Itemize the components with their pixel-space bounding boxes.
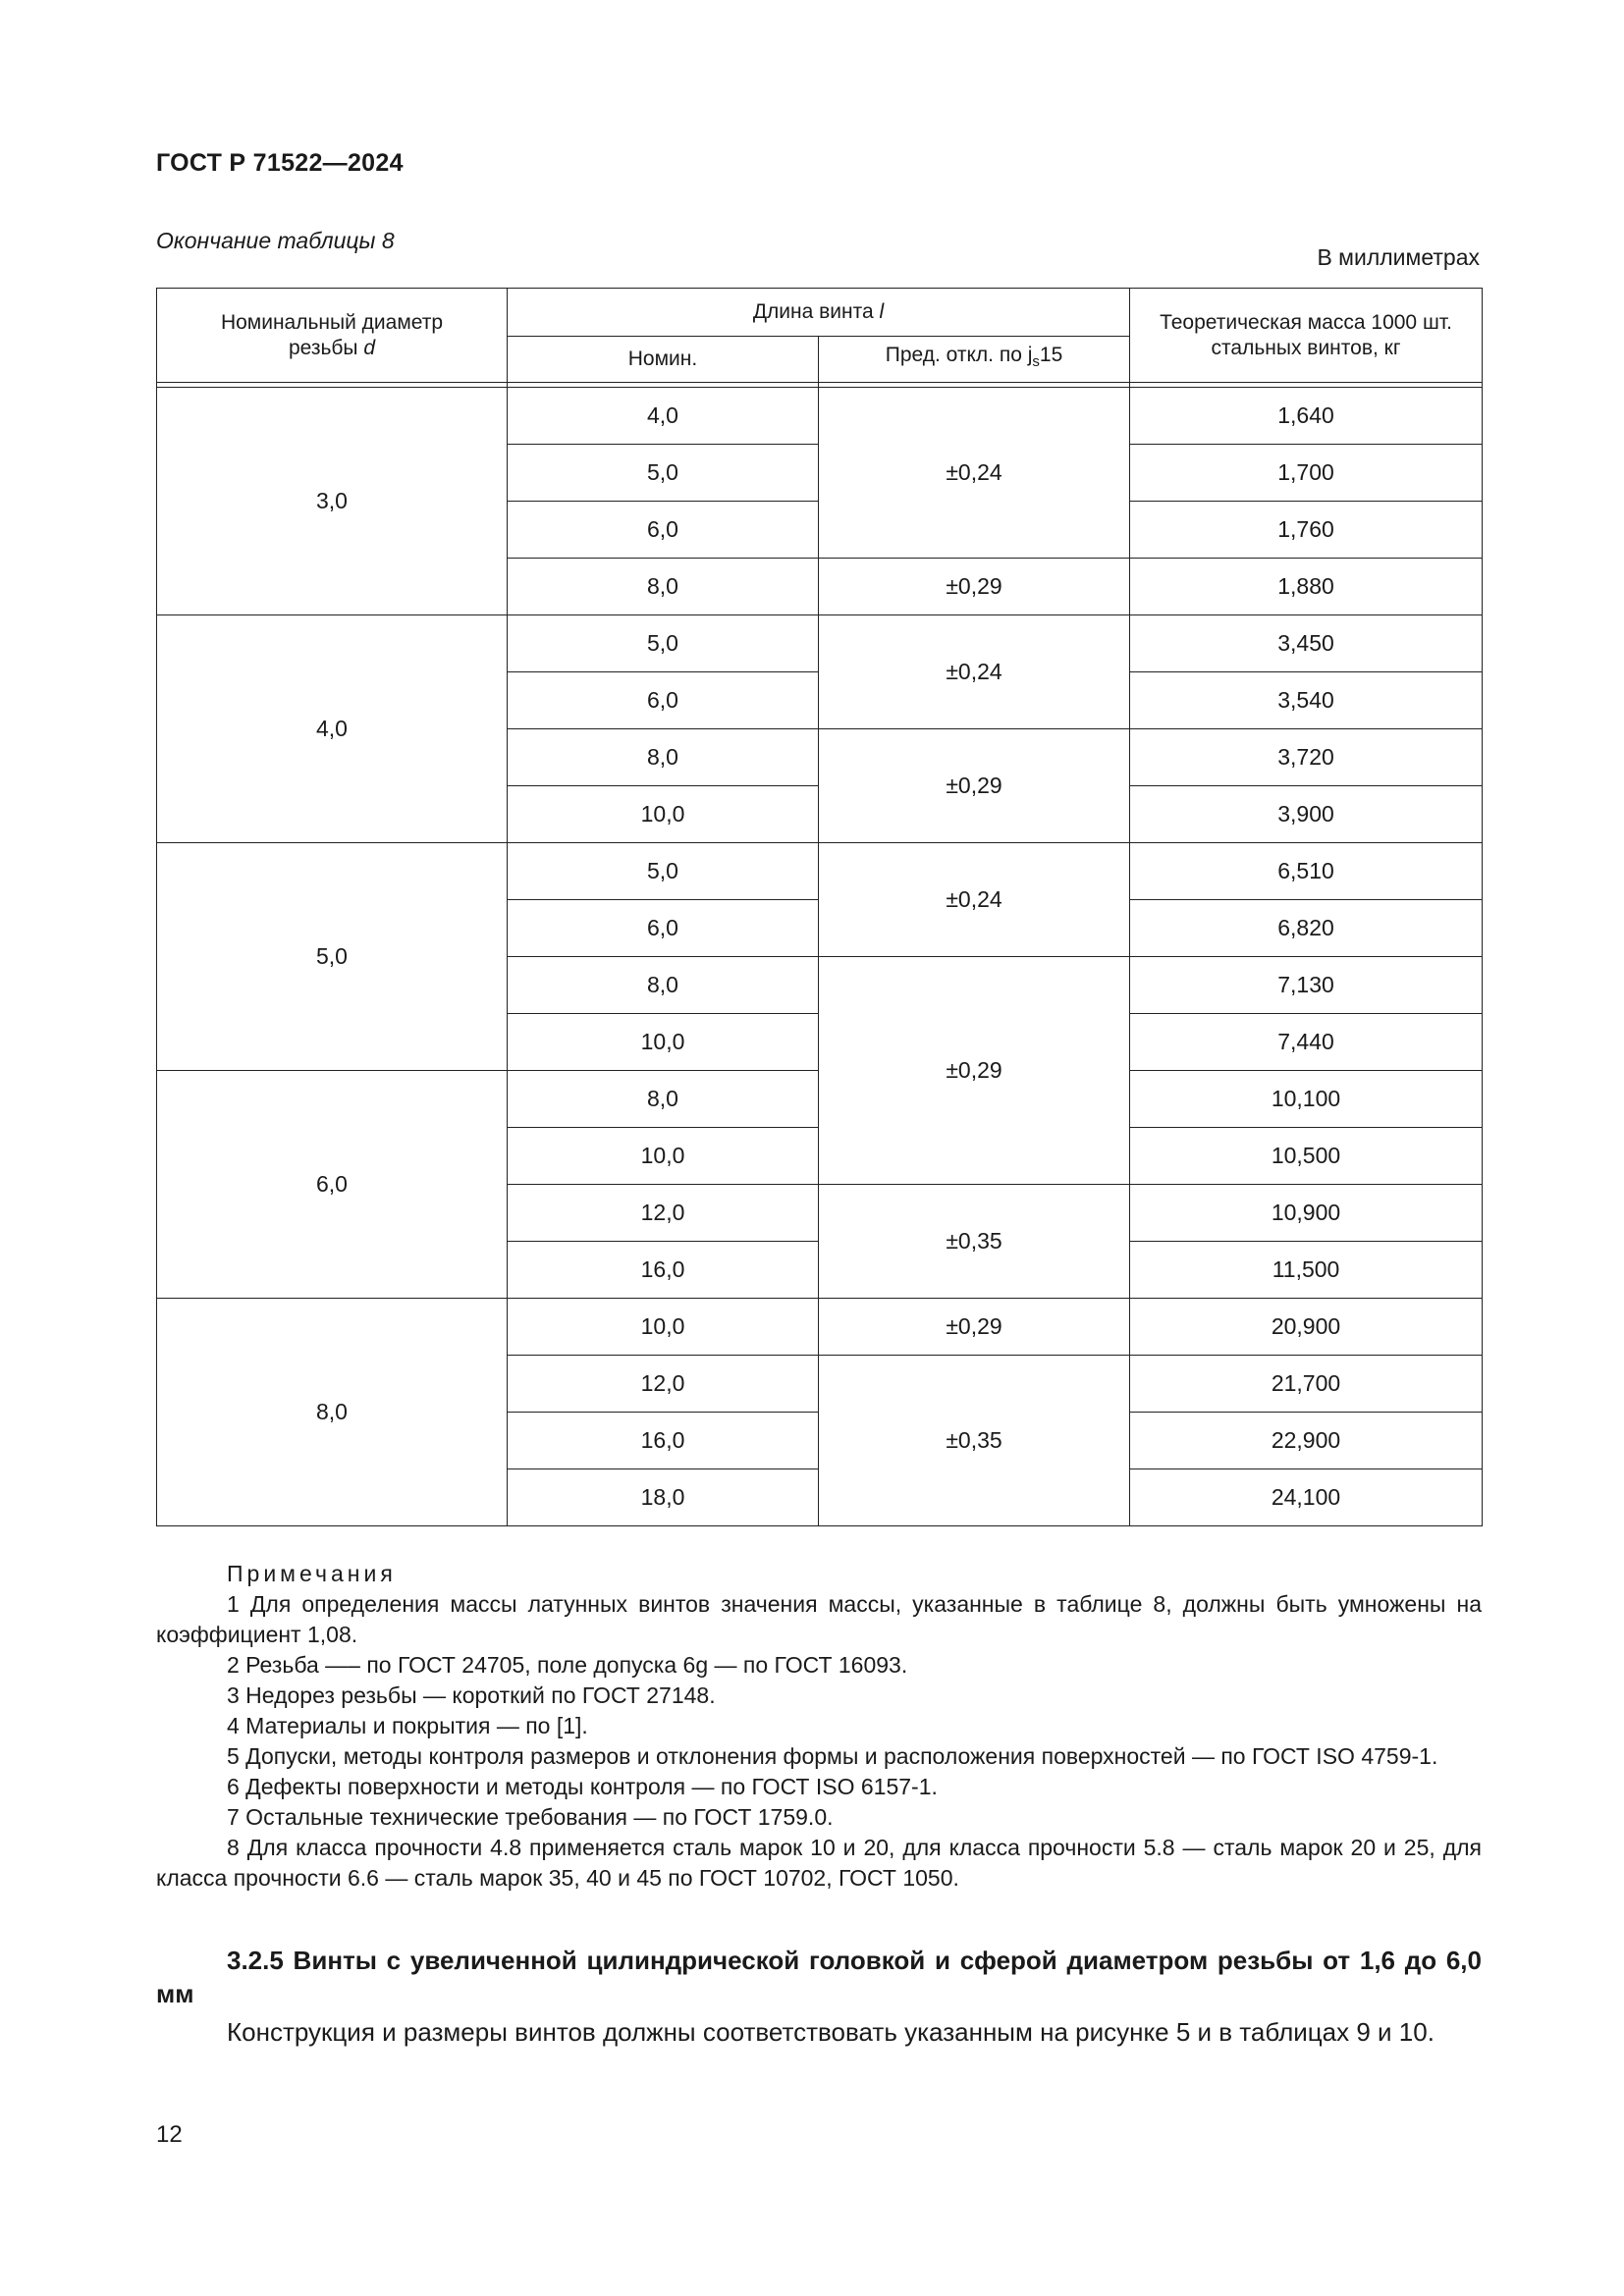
header-nominal: Номин. [508, 337, 819, 383]
mass-cell: 1,640 [1130, 388, 1483, 445]
header-mass: Теоретическая масса 1000 шт. стальных винтов, кг [1130, 289, 1483, 383]
note-item: 8 Для класса прочности 4.8 применяется сталь марок 10 и 20, для класса прочности 5.8 — сталь марок 20 и 25, для класса прочности 6.6 — сталь марок 35, 40 и 45 по ГОСТ 10702, ГОСТ 1050. [156, 1835, 1482, 1891]
mass-cell: 22,900 [1130, 1413, 1483, 1469]
length-cell: 16,0 [508, 1413, 819, 1469]
mass-cell: 3,540 [1130, 672, 1483, 729]
note-item: 4 Материалы и покрытия — по [1]. [227, 1713, 588, 1738]
note-item: 2 Резьба —– по ГОСТ 24705, поле допуска 6g — по ГОСТ 16093. [227, 1652, 908, 1678]
mass-cell: 3,720 [1130, 729, 1483, 786]
mass-cell: 3,900 [1130, 786, 1483, 843]
mass-cell: 6,820 [1130, 900, 1483, 957]
length-cell: 4,0 [508, 388, 819, 445]
length-cell: 18,0 [508, 1469, 819, 1526]
note-item: 1 Для определения массы латунных винтов значения массы, указанные в таблице 8, должны быть умножены на коэффициент 1,08. [156, 1591, 1482, 1647]
mass-cell: 10,100 [1130, 1071, 1483, 1128]
mass-cell: 1,880 [1130, 559, 1483, 615]
length-cell: 8,0 [508, 729, 819, 786]
mass-cell: 7,440 [1130, 1014, 1483, 1071]
diameter-cell: 8,0 [157, 1299, 508, 1526]
header-length: Длина винта l [508, 289, 1130, 337]
mass-cell: 1,700 [1130, 445, 1483, 502]
note-item: 3 Недорез резьбы — короткий по ГОСТ 27148. [227, 1682, 716, 1708]
tolerance-cell: ±0,24 [819, 843, 1130, 957]
table-row [157, 615, 1483, 672]
mass-cell: 7,130 [1130, 957, 1483, 1014]
length-cell: 8,0 [508, 559, 819, 615]
mass-cell: 3,450 [1130, 615, 1483, 672]
length-cell: 12,0 [508, 1356, 819, 1413]
tolerance-cell: ±0,24 [819, 388, 1130, 559]
tolerance-cell: ±0,29 [819, 729, 1130, 843]
length-cell: 6,0 [508, 672, 819, 729]
table-row [157, 843, 1483, 900]
mass-cell: 11,500 [1130, 1242, 1483, 1299]
length-cell: 5,0 [508, 615, 819, 672]
diameter-cell: 4,0 [157, 615, 508, 843]
table-caption: Окончание таблицы 8 [156, 228, 395, 253]
note-item: 7 Остальные технические требования — по ГОСТ 1759.0. [227, 1804, 834, 1830]
length-cell: 6,0 [508, 900, 819, 957]
length-cell: 8,0 [508, 1071, 819, 1128]
length-cell: 8,0 [508, 957, 819, 1014]
mass-cell: 1,760 [1130, 502, 1483, 559]
length-cell: 5,0 [508, 843, 819, 900]
note-item: 5 Допуски, методы контроля размеров и отклонения формы и расположения поверхностей — по ГОСТ ISO 4759-1. [227, 1743, 1438, 1769]
mass-cell: 10,900 [1130, 1185, 1483, 1242]
page-number: 12 [156, 2121, 183, 2148]
tolerance-cell: ±0,29 [819, 1299, 1130, 1356]
header-diameter: Номинальный диаметр резьбы d [157, 289, 508, 383]
screw-mass-table [156, 288, 1483, 1526]
notes-title: Примечания [227, 1561, 397, 1586]
tolerance-cell: ±0,35 [819, 1185, 1130, 1299]
length-cell: 16,0 [508, 1242, 819, 1299]
mass-cell: 21,700 [1130, 1356, 1483, 1413]
length-cell: 12,0 [508, 1185, 819, 1242]
section-paragraph: Конструкция и размеры винтов должны соответствовать указанным на рисунке 5 и в таблицах 9 и 10. [227, 2017, 1435, 2047]
document-code: ГОСТ Р 71522—2024 [156, 149, 404, 177]
tolerance-cell: ±0,29 [819, 957, 1130, 1185]
mass-cell: 20,900 [1130, 1299, 1483, 1356]
tolerance-cell: ±0,24 [819, 615, 1130, 729]
section-heading: 3.2.5 Винты с увеличенной цилиндрической головкой и сферой диаметром резьбы от 1,6 до 6,0 мм [156, 1946, 1482, 2008]
tolerance-cell: ±0,35 [819, 1356, 1130, 1526]
header-tolerance: Пред. откл. по $j_s15$ [819, 337, 1130, 383]
mass-cell: 6,510 [1130, 843, 1483, 900]
diameter-cell: 5,0 [157, 843, 508, 1071]
table-units: В миллиметрах [1317, 244, 1480, 270]
diameter-cell: 6,0 [157, 1071, 508, 1299]
length-cell: 6,0 [508, 502, 819, 559]
length-cell: 10,0 [508, 1128, 819, 1185]
length-cell: 5,0 [508, 445, 819, 502]
mass-cell: 24,100 [1130, 1469, 1483, 1526]
diameter-cell: 3,0 [157, 388, 508, 615]
table-row [157, 1299, 1483, 1356]
notes-block [156, 1559, 1482, 1894]
note-item: 6 Дефекты поверхности и методы контроля — по ГОСТ ISO 6157-1. [227, 1774, 938, 1799]
length-cell: 10,0 [508, 786, 819, 843]
mass-cell: 10,500 [1130, 1128, 1483, 1185]
table-row [157, 388, 1483, 445]
length-cell: 10,0 [508, 1299, 819, 1356]
length-cell: 10,0 [508, 1014, 819, 1071]
tolerance-cell: ±0,29 [819, 559, 1130, 615]
